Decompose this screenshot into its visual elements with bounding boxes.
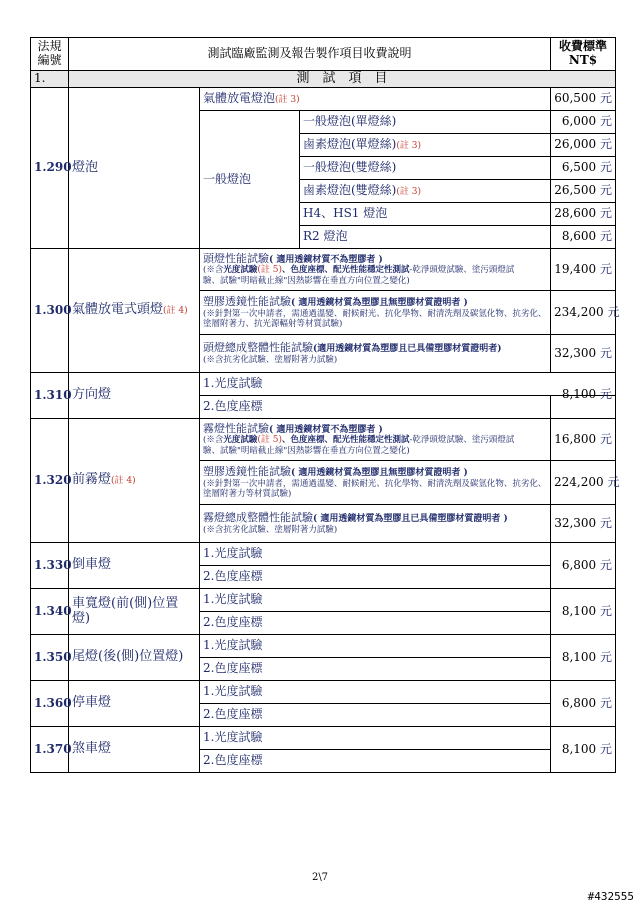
fee-value: 6,800 元 — [551, 543, 616, 589]
row-code: 1.330 — [31, 543, 69, 589]
fee-value: 8,100 元 — [551, 727, 616, 773]
fee-value: 26,000 元 — [551, 134, 616, 157]
fee-value: 28,600 元 — [551, 203, 616, 226]
fee-value: 32,300 元 — [551, 335, 616, 373]
fee-value: 8,100 元 — [551, 396, 616, 419]
header-fee: 收費標準 NT$ — [551, 38, 616, 71]
fee-value: 234,200 元 — [551, 291, 616, 335]
table-row — [31, 543, 616, 566]
item-label: 一般燈泡(單燈絲) — [300, 111, 551, 134]
item-label: 1.光度試驗 — [200, 635, 551, 658]
item-label: 1.光度試驗 — [200, 373, 616, 396]
header-row — [31, 38, 616, 71]
fee-value: 19,400 元 — [551, 249, 616, 291]
fee-table — [30, 37, 620, 773]
test-item: 塑膠透鏡性能試驗( 適用透鏡材質為塑膠且無塑膠材質證明者 ) (※針對第一次申請者，需通過溫變、耐候耐光、抗化學物、耐清洗劑及碳氫化物、抗劣化、塗層附著力等材質試驗) — [200, 461, 551, 505]
item-label: 鹵素燈泡(單燈絲)(註 3) — [300, 134, 551, 157]
group-label: 一般燈泡 — [200, 111, 300, 249]
item-label: 氣體放電燈泡(註 3) — [200, 88, 551, 111]
fee-value: 224,200 元 — [551, 461, 616, 505]
row-name: 倒車燈 — [69, 543, 200, 589]
test-item: 頭燈總成整體性能試驗(適用透鏡材質為塑膠且已具備塑膠材質證明者) (※含抗劣化試驗、塗層附著力試驗) — [200, 335, 551, 373]
fee-value: 8,100 元 — [551, 589, 616, 635]
row-name: 前霧燈(註 4) — [69, 419, 200, 543]
item-label: 1.光度試驗 — [200, 681, 551, 704]
row-name: 車寬燈(前(側)位置燈) — [69, 589, 200, 635]
fee-value: 6,500 元 — [551, 157, 616, 180]
item-label: 2.色度座標 — [200, 566, 551, 589]
note-ref: (註 3) — [275, 95, 300, 106]
table-row — [31, 249, 616, 291]
item-label: 2.色度座標 — [200, 612, 551, 635]
row-code: 1.340 — [31, 589, 69, 635]
item-label: 1.光度試驗 — [200, 589, 551, 612]
fee-value: 16,800 元 — [551, 419, 616, 461]
item-label: 一般燈泡(雙燈絲) — [300, 157, 551, 180]
table-row — [31, 589, 616, 612]
section-number: 1. — [31, 71, 69, 88]
test-item: 頭燈性能試驗( 適用透鏡材質不為塑膠者 ) (※含光度試驗(註 5)、色度座標、配光性能穩定性測試-乾淨頭燈試驗、塗污頭燈試 驗、試驗"明暗截止線"因熱影響在垂直方向位置之變化) — [200, 249, 551, 291]
section-row — [31, 71, 616, 88]
row-code: 1.310 — [31, 373, 69, 419]
row-code: 1.320 — [31, 419, 69, 543]
row-code: 1.350 — [31, 635, 69, 681]
row-code: 1.360 — [31, 681, 69, 727]
table-row — [31, 419, 616, 461]
item-label: 1.光度試驗 — [200, 543, 551, 566]
document-stamp: #432555 — [587, 890, 634, 903]
section-title: 測 試 項 目 — [69, 71, 616, 88]
item-label: H4、HS1 燈泡 — [300, 203, 551, 226]
fee-value: 6,000 元 — [551, 111, 616, 134]
row-name: 停車燈 — [69, 681, 200, 727]
fee-value: 8,600 元 — [551, 226, 616, 249]
table-row — [31, 88, 616, 111]
row-code: 1.370 — [31, 727, 69, 773]
fee-value: 32,300 元 — [551, 505, 616, 543]
row-name: 煞車燈 — [69, 727, 200, 773]
item-label: 2.色度座標 — [200, 396, 551, 419]
header-code: 法規 編號 — [31, 38, 69, 71]
table-row — [31, 373, 616, 396]
header-title: 測試臨廠監測及報告製作項目收費說明 — [69, 38, 551, 71]
row-code: 1.290 — [31, 88, 69, 249]
page-number: 2\7 — [311, 872, 329, 883]
test-item: 塑膠透鏡性能試驗( 適用透鏡材質為塑膠且無塑膠材質證明者 ) (※針對第一次申請者，需通過溫變、耐候耐光、抗化學物、耐清洗劑及碳氫化物、抗劣化、塗層附著力、抗光源輻射等材質試驗) — [200, 291, 551, 335]
item-label: 鹵素燈泡(雙燈絲)(註 3) — [300, 180, 551, 203]
fee-value: 60,500 元 — [551, 88, 616, 111]
row-name: 氣體放電式頭燈(註 4) — [69, 249, 200, 373]
fee-value: 6,800 元 — [551, 681, 616, 727]
item-label: R2 燈泡 — [300, 226, 551, 249]
fee-value: 26,500 元 — [551, 180, 616, 203]
item-label: 2.色度座標 — [200, 750, 551, 773]
row-name: 燈泡 — [69, 88, 200, 249]
item-label: 2.色度座標 — [200, 704, 551, 727]
fee-value: 8,100 元 — [551, 635, 616, 681]
row-code: 1.300 — [31, 249, 69, 373]
row-name: 方向燈 — [69, 373, 200, 419]
row-name: 尾燈(後(側)位置燈) — [69, 635, 200, 681]
table-row — [31, 681, 616, 704]
test-item: 霧燈性能試驗( 適用透鏡材質不為塑膠者 ) (※含光度試驗(註 5)、色度座標、配光性能穩定性測試-乾淨頭燈試驗、塗污頭燈試 驗、試驗"明暗截止線"因熱影響在垂直方向位置之變化) — [200, 419, 551, 461]
table-row — [31, 635, 616, 658]
table-row — [31, 727, 616, 750]
item-label: 1.光度試驗 — [200, 727, 551, 750]
test-item: 霧燈總成整體性能試驗( 適用透鏡材質為塑膠且已具備塑膠材質證明者 ) (※含抗劣化試驗、塗層附著力試驗) — [200, 505, 551, 543]
item-label: 2.色度座標 — [200, 658, 551, 681]
